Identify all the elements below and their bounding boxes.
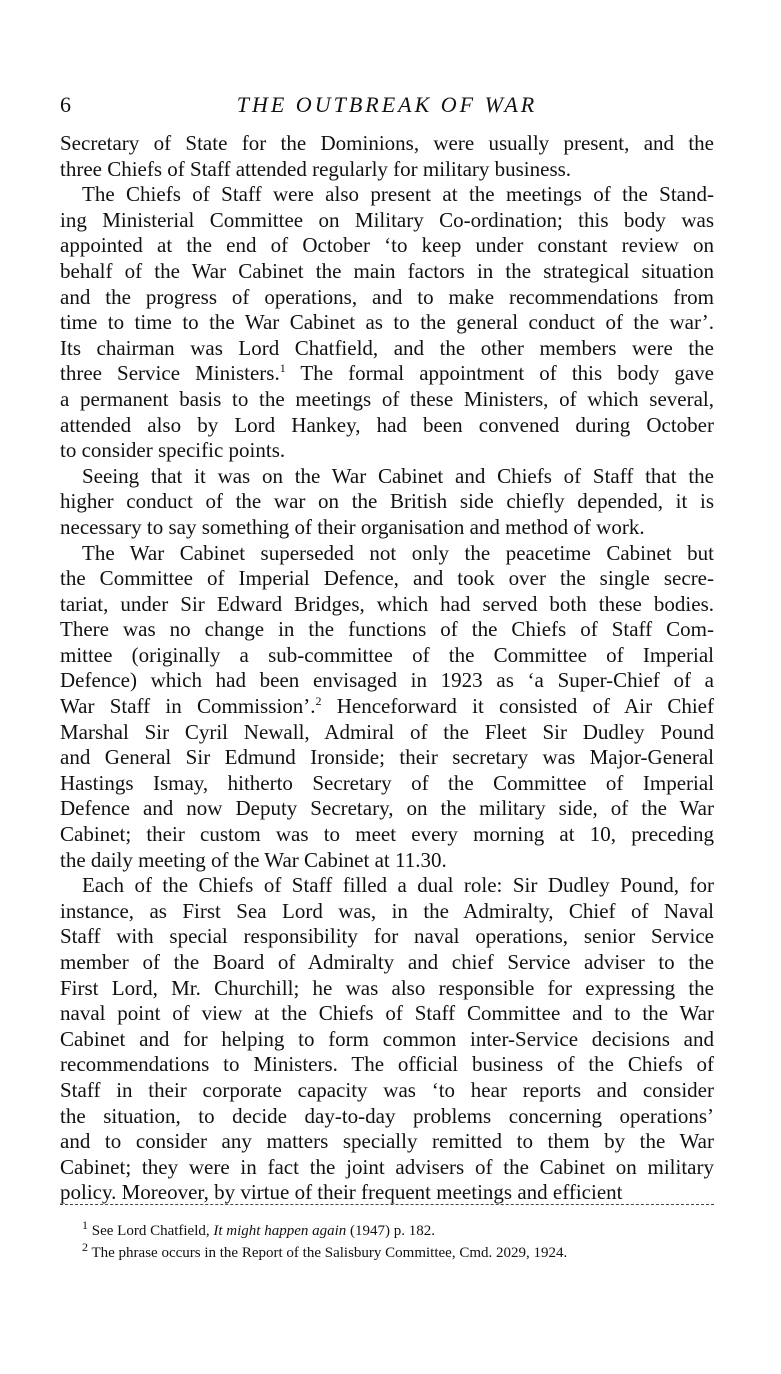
text-line: to consider specific points. bbox=[60, 438, 286, 463]
footnote-mark: 2 bbox=[82, 1240, 88, 1254]
text-line: War Staff in Commission’.$^2$ Henceforward it consisted of Air Chief bbox=[60, 694, 714, 719]
text-line: Cabinet; their custom was to meet every morning at 10, preceding bbox=[60, 822, 714, 847]
text-line: Hastings Ismay, hitherto Secretary of the Committee of Imperial bbox=[60, 770, 714, 795]
text-line: member of the Board of Admiralty and chief Service adviser to the bbox=[60, 950, 714, 974]
text-line: three Chiefs of Staff attended regularly for military business. bbox=[60, 156, 572, 181]
text-line: and to consider any matters specially remitted to them by the War bbox=[60, 1129, 714, 1154]
text-line: necessary to say something of their organisation and method of work. bbox=[60, 514, 645, 539]
footnotes bbox=[60, 1220, 714, 1264]
text-line: and the progress of operations, and to make recommendations from bbox=[60, 284, 714, 309]
text-line: Staff in their corporate capacity was ‘to hear reports and consider bbox=[60, 1077, 714, 1102]
text-line: Its chairman was Lord Chatfield, and the other members were the bbox=[60, 335, 714, 360]
footnote-title: It might happen again bbox=[213, 1223, 347, 1239]
page-number: 6 bbox=[60, 92, 71, 117]
running-title: THE OUTBREAK OF WAR bbox=[236, 92, 538, 117]
text-line: The War Cabinet superseded not only the peacetime Cabinet but bbox=[82, 540, 714, 565]
footnote-rule bbox=[60, 1204, 714, 1205]
text-line: ing Ministerial Committee on Military Co-ordination; this body was bbox=[60, 207, 714, 232]
text-line: instance, as First Sea Lord was, in the Admiralty, Chief of Naval bbox=[60, 898, 714, 923]
text-line: Secretary of State for the Dominions, were usually present, and the bbox=[60, 131, 714, 155]
text-line: appointed at the end of October ‘to keep under constant review on bbox=[60, 233, 714, 258]
text-line: and General Sir Edmund Ironside; their secretary was Major-General bbox=[60, 745, 714, 770]
text-line: higher conduct of the war on the British side chiefly depended, it is bbox=[60, 489, 714, 514]
text-line: Staff with special responsibility for naval operations, senior Service bbox=[60, 924, 714, 949]
text-line: Cabinet and for helping to form common inter-Service decisions and bbox=[60, 1026, 714, 1051]
text-line: The Chiefs of Staff were also present at the meetings of the Stand- bbox=[82, 182, 714, 207]
page-header bbox=[60, 92, 714, 122]
text-line: mittee (originally a sub-committee of the Committee of Imperial bbox=[60, 642, 714, 667]
text-line: naval point of view at the Chiefs of Staff Committee and to the War bbox=[60, 1001, 714, 1026]
text-line: Seeing that it was on the War Cabinet and Chiefs of Staff that the bbox=[82, 463, 714, 488]
text-line: There was no change in the functions of the Chiefs of Staff Com- bbox=[60, 617, 714, 642]
text-line: Defence) which had been envisaged in 1923 as ‘a Super-Chief of a bbox=[60, 668, 714, 693]
text-line: Cabinet; they were in fact the joint advisers of the Cabinet on military bbox=[60, 1154, 714, 1179]
footnote: $^2$ The phrase occurs in the Report of the Salisbury Committee, Cmd. 2029, 1924. bbox=[82, 1240, 568, 1261]
text-line: policy. Moreover, by virtue of their frequent meetings and efficient bbox=[60, 1180, 623, 1205]
footnote-mark: 1 bbox=[82, 1218, 88, 1232]
text-line: tariat, under Sir Edward Bridges, which had served both these bodies. bbox=[60, 591, 714, 616]
text-line: Each of the Chiefs of Staff filled a dual role: Sir Dudley Pound, for bbox=[82, 873, 714, 898]
text-line: the situation, to decide day-to-day problems concerning operations’ bbox=[60, 1103, 714, 1128]
body-text bbox=[60, 131, 714, 1206]
footnote-ref: 1 bbox=[279, 361, 286, 376]
text-line: a permanent basis to the meetings of these Ministers, of which several, bbox=[60, 386, 714, 411]
text-line: Marshal Sir Cyril Newall, Admiral of the Fleet Sir Dudley Pound bbox=[60, 719, 714, 744]
text-line: Defence and now Deputy Secretary, on the military side, of the War bbox=[60, 796, 714, 821]
text-line: three Service Ministers.$^1$ The formal appointment of this body gave bbox=[60, 361, 714, 386]
footnote-ref: 2 bbox=[315, 694, 322, 709]
text-line: the Committee of Imperial Defence, and took over the single secre- bbox=[60, 566, 714, 591]
text-line: behalf of the War Cabinet the main factors in the strategical situation bbox=[60, 258, 714, 283]
text-line: attended also by Lord Hankey, had been convened during October bbox=[60, 412, 714, 437]
text-line: First Lord, Mr. Churchill; he was also responsible for expressing the bbox=[60, 975, 714, 1000]
text-line: the daily meeting of the War Cabinet at 11.30. bbox=[60, 847, 447, 872]
text-line: recommendations to Ministers. The official business of the Chiefs of bbox=[60, 1052, 714, 1077]
text-line: time to time to the War Cabinet as to the general conduct of the war’. bbox=[60, 310, 714, 335]
footnote: $^1$ See Lord Chatfield, It might happen again (1947) p. 182. bbox=[82, 1218, 436, 1239]
